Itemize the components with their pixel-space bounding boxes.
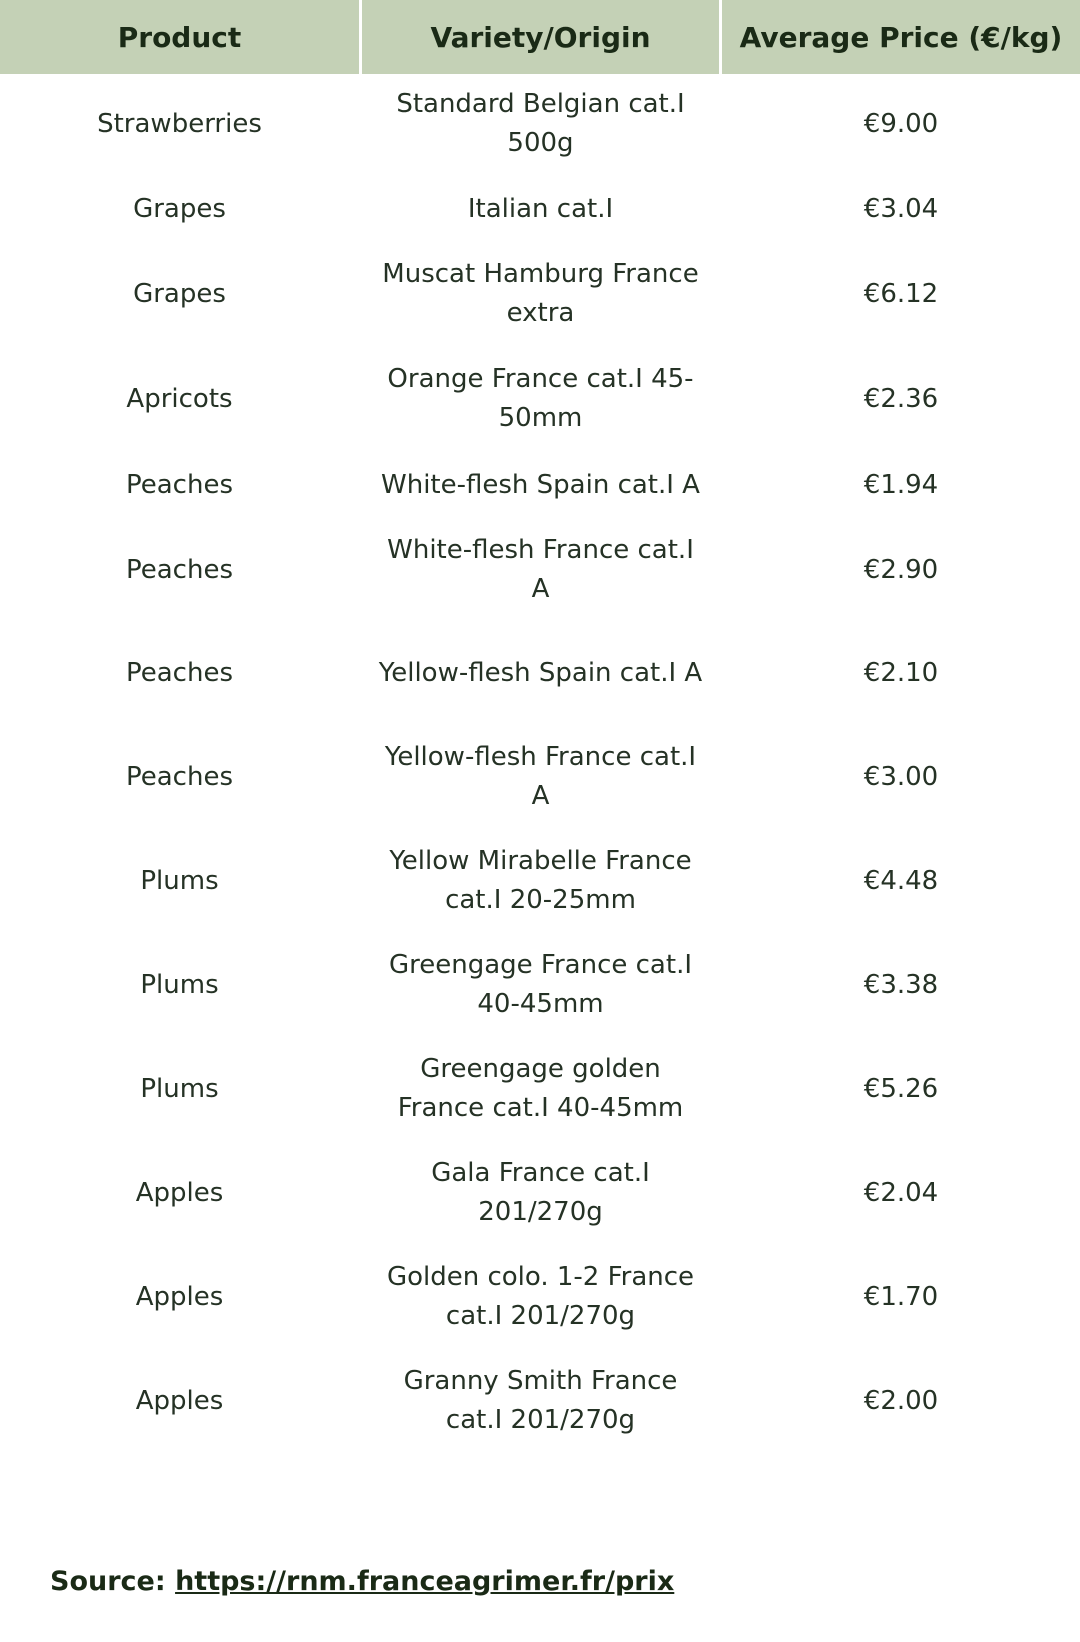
cell-product: Peaches: [126, 657, 233, 688]
cell-price: €1.94: [863, 469, 939, 500]
table-row: [0, 1141, 1080, 1245]
cell-product: Plums: [140, 1073, 219, 1104]
source-label: Source:: [50, 1566, 166, 1597]
cell-variety-text: Italian cat.I: [467, 193, 614, 224]
cell-product: Strawberries: [97, 108, 262, 139]
cell-variety-text: Yellow-flesh France cat.I A: [384, 742, 697, 811]
table-row: [0, 347, 1080, 451]
cell-variety: [362, 933, 719, 1037]
table-header: [0, 0, 1080, 74]
cell-product: Plums: [140, 865, 219, 896]
cell-variety: [362, 725, 719, 829]
cell-product: Apricots: [126, 383, 233, 414]
table-row: [0, 241, 1080, 347]
cell-variety-text: Orange France cat.I 45-50mm: [387, 364, 694, 433]
cell-product: Grapes: [133, 193, 226, 224]
source-link[interactable]: https://rnm.franceagrimer.fr/prix: [175, 1566, 675, 1597]
cell-variety-text: White-flesh France cat.I A: [387, 535, 694, 604]
cell-price: €3.38: [863, 969, 939, 1000]
table-row: [0, 621, 1080, 725]
table-row: [0, 725, 1080, 829]
cell-variety: [362, 519, 719, 621]
cell-price: €2.04: [863, 1177, 939, 1208]
cell-variety-text: Gala France cat.I 201/270g: [431, 1158, 650, 1227]
cell-variety-text: White-flesh Spain cat.I A: [381, 469, 700, 500]
cell-price: €2.00: [863, 1385, 939, 1416]
column-header-product: Product: [0, 0, 359, 74]
cell-product: Peaches: [126, 761, 233, 792]
table-row: [0, 933, 1080, 1037]
table-row: [0, 451, 1080, 519]
cell-variety: [362, 1349, 719, 1453]
cell-variety-text: Muscat Hamburg France extra: [382, 259, 699, 328]
cell-price: €2.10: [863, 657, 939, 688]
cell-variety-text: Granny Smith France cat.I 201/270g: [403, 1366, 678, 1435]
cell-price: €9.00: [863, 108, 939, 139]
cell-price: €4.48: [863, 865, 939, 896]
cell-variety-text: Standard Belgian cat.I 500g: [396, 89, 685, 158]
cell-variety: [362, 621, 719, 725]
table-row: [0, 519, 1080, 621]
table-row: [0, 1245, 1080, 1349]
cell-variety-text: Greengage France cat.I 40-45mm: [388, 950, 692, 1019]
cell-variety: [362, 1037, 719, 1141]
cell-variety: [362, 829, 719, 933]
cell-variety-text: Yellow Mirabelle France cat.I 20-25mm: [389, 846, 692, 915]
cell-product: Apples: [135, 1385, 224, 1416]
cell-variety: [362, 241, 719, 347]
table-body: [0, 71, 1080, 1453]
table-row: [0, 177, 1080, 241]
table-row: [0, 1349, 1080, 1453]
cell-variety-text: Yellow-flesh Spain cat.I A: [378, 657, 703, 688]
table-row: [0, 1037, 1080, 1141]
cell-variety-text: Greengage golden France cat.I 40-45mm: [397, 1054, 684, 1123]
table-row: [0, 71, 1080, 177]
cell-product: Plums: [140, 969, 219, 1000]
cell-variety: [362, 1141, 719, 1245]
cell-variety: [362, 177, 719, 241]
source-line: [50, 1566, 674, 1597]
cell-variety-text: Golden colo. 1-2 France cat.I 201/270g: [386, 1262, 695, 1331]
column-header-variety: Variety/Origin: [362, 0, 719, 74]
cell-price: €5.26: [863, 1073, 939, 1104]
cell-product: Apples: [135, 1177, 224, 1208]
cell-price: €6.12: [863, 278, 939, 309]
cell-product: Apples: [135, 1281, 224, 1312]
column-header-price: Average Price (€/kg): [722, 0, 1080, 74]
cell-product: Grapes: [133, 278, 226, 309]
cell-product: Peaches: [126, 469, 233, 500]
cell-variety: [362, 1245, 719, 1349]
cell-price: €1.70: [863, 1281, 939, 1312]
cell-price: €2.36: [863, 383, 939, 414]
cell-variety: [362, 71, 719, 177]
cell-variety: [362, 451, 719, 519]
cell-price: €2.90: [863, 554, 939, 585]
cell-price: €3.04: [863, 193, 939, 224]
cell-price: €3.00: [863, 761, 939, 792]
table-row: [0, 829, 1080, 933]
cell-product: Peaches: [126, 554, 233, 585]
cell-variety: [362, 347, 719, 451]
